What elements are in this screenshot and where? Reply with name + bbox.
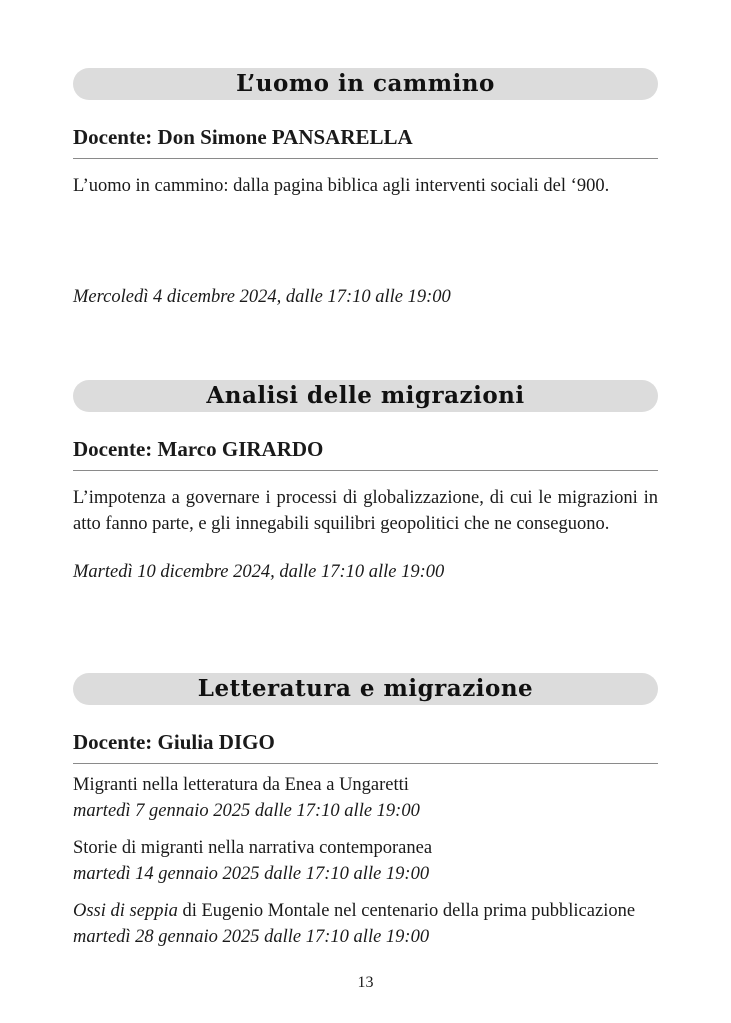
course-date: Martedì 10 dicembre 2024, dalle 17:10 alle 19:00 [73, 562, 445, 582]
section-title: Analisi delle migrazioni [73, 380, 658, 412]
lesson-list [73, 772, 658, 950]
lesson-title-italic: Ossi di seppia [73, 901, 178, 921]
lesson-title: Migranti nella letteratura da Enea a Ungaretti [73, 775, 409, 795]
docente-heading: Docente: Marco GIRARDO [73, 436, 658, 471]
lesson-title: Storie di migranti nella narrativa contemporanea [73, 838, 433, 858]
section-title: L’uomo in cammino [73, 68, 658, 100]
lesson-date: martedì 7 gennaio 2025 dalle 17:10 alle 19:00 [73, 801, 420, 821]
section-uomo-in-cammino [73, 68, 658, 310]
page-number: 13 [357, 974, 374, 991]
course-description: L’impotenza a governare i processi di globalizzazione, di cui le migrazioni in atto fanno parte, e gli innegabili squilibri geopolitici che ne conseguono. [73, 488, 658, 534]
course-date: Mercoledì 4 dicembre 2024, dalle 17:10 alle 19:00 [73, 287, 451, 307]
lesson-item [73, 835, 658, 887]
section-letteratura-migrazione [73, 673, 658, 950]
lesson-title [73, 898, 658, 924]
section-title: Letteratura e migrazione [73, 673, 658, 705]
course-description: L’uomo in cammino: dalla pagina biblica agli interventi sociali del ‘900. [73, 176, 610, 196]
lesson-date: martedì 28 gennaio 2025 dalle 17:10 alle 19:00 [73, 927, 430, 947]
lesson-item [73, 772, 658, 824]
lesson-date: martedì 14 gennaio 2025 dalle 17:10 alle 19:00 [73, 864, 430, 884]
section-analisi-migrazioni [73, 380, 658, 585]
lesson-item [73, 898, 658, 950]
lesson-title-rest: di Eugenio Montale nel centenario della prima pubblicazione [177, 901, 636, 921]
docente-heading: Docente: Giulia DIGO [73, 729, 658, 764]
docente-heading: Docente: Don Simone PANSARELLA [73, 124, 658, 159]
